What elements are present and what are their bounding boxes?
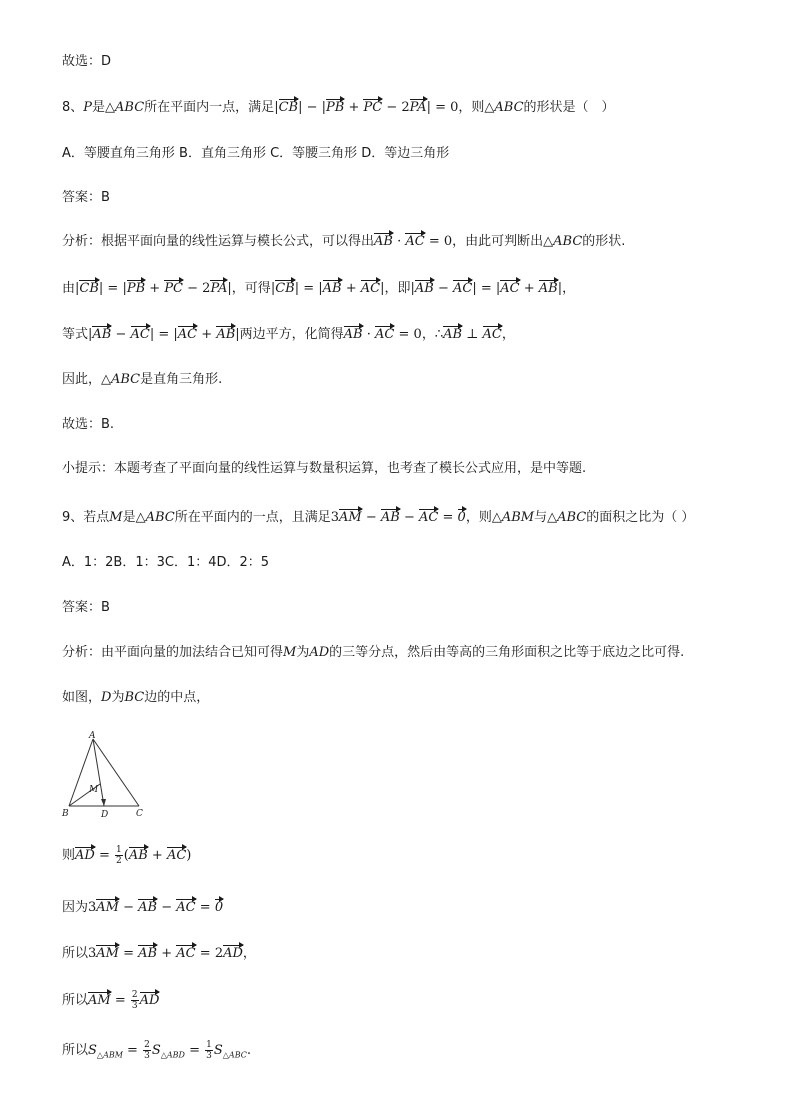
vec-ad: AD	[140, 991, 160, 1011]
var-abc: ABC	[553, 234, 583, 249]
text: 小提示：本题考查了平面向量的线性运算与数量积运算，也考查了模长公式应用，是中等题.	[62, 461, 587, 476]
text: A．等腰直角三角形 B．直角三角形 C．等腰三角形 D．等边三角形	[62, 146, 450, 161]
text: 与△	[534, 510, 558, 525]
sub-abd: △ABD	[160, 1050, 185, 1060]
coef: 2	[214, 946, 224, 961]
text: 两边平方，化简得	[239, 327, 344, 342]
formula-given: 因为3AM − AB − AC = 0	[62, 898, 223, 918]
vec-ac: AC	[375, 325, 394, 345]
conclusion-8	[62, 370, 222, 390]
text: ，	[562, 281, 576, 296]
text: ，由此可判断出△	[452, 234, 554, 249]
text: 边的中点，	[144, 690, 210, 705]
vec-ab: AB	[344, 325, 363, 345]
math-eq: = 0	[428, 234, 453, 249]
text: 如图，	[62, 690, 102, 705]
vec-zero: 0	[458, 508, 466, 528]
var-m: M	[109, 510, 123, 525]
var-bc: BC	[124, 690, 145, 705]
text: 所以	[62, 946, 89, 961]
analysis-9	[62, 643, 684, 663]
vec-cb: CB	[79, 279, 99, 299]
sub-abc: △ABC	[222, 1050, 247, 1060]
formula-area: 所以$S_{\triangle ABM}$ = $\frac{2}{3}$ $S_{\triangle ABD}$ = $\frac{1}{3}$ $S_{\triangle ABC}$.	[62, 1040, 251, 1061]
text: 所在平面内的一点，且满足	[174, 510, 331, 525]
vec-ac: AC	[419, 508, 438, 528]
formula-ad: 则AD = $\frac{1}{2}$ (AB + AC)	[62, 845, 192, 866]
label-c: C	[136, 809, 143, 819]
vec-ab: AB	[323, 279, 342, 299]
vec-ad: AD	[75, 846, 95, 866]
text: 是△	[92, 100, 116, 115]
text: 则	[62, 848, 76, 863]
text: 答案：B	[62, 600, 110, 615]
formula-sum: 所以3AM = AB + AC = 2AD，	[62, 944, 256, 964]
label-d: D	[101, 810, 109, 820]
vec-am: AM	[88, 991, 111, 1011]
vec-ab: AB	[415, 279, 434, 299]
var-abc: ABC	[557, 510, 587, 525]
sub-abm: △ABM	[96, 1050, 123, 1060]
text: ，则△	[465, 510, 502, 525]
segment-ad	[93, 739, 104, 806]
text: ，可得	[231, 281, 271, 296]
label-a: A	[89, 731, 96, 741]
math-eq: = 0	[398, 327, 422, 342]
vec-ac: AC	[131, 325, 150, 345]
label-m: M	[89, 785, 99, 795]
q-number: 9、若点	[62, 510, 110, 525]
text: 是直角三角形.	[140, 372, 223, 387]
vec-pb: PB	[326, 98, 344, 118]
analysis-8: 分析：根据平面向量的线性运算与模长公式，可以得出AB · AC = 0，由此可判断出△ABC的形状.	[62, 232, 625, 252]
coef: 3	[88, 900, 97, 915]
vec-cb: CB	[279, 98, 299, 118]
text: 分析：由平面向量的加法结合已知可得	[62, 645, 284, 660]
triangle-figure	[60, 730, 160, 820]
var-abc: ABC	[145, 510, 175, 525]
text: 由	[62, 281, 76, 296]
vec-pa: PA	[410, 98, 427, 118]
vec-pa: PA	[210, 279, 227, 299]
var-abc: ABC	[494, 100, 524, 115]
text: 所以	[62, 1043, 89, 1058]
var-d: D	[101, 690, 112, 705]
vec-am: AM	[339, 508, 362, 528]
fraction-half: $\frac{1}{2}$	[116, 845, 122, 866]
label-b: B	[62, 809, 69, 819]
text: 答案：B	[62, 190, 110, 205]
fraction-one-third: $\frac{1}{3}$	[206, 1040, 212, 1061]
vec-am: AM	[96, 898, 119, 918]
choice-8	[62, 415, 114, 435]
vec-ac: AC	[361, 279, 380, 299]
var-abm: ABM	[501, 510, 535, 525]
vec-ab: AB	[381, 508, 400, 528]
q-number: 8、	[62, 100, 84, 115]
vec-pc: PC	[164, 279, 183, 299]
vec-ac: AC	[453, 279, 472, 299]
vec-am: AM	[96, 944, 119, 964]
text: 故选：B.	[62, 417, 115, 432]
vec-ab: AB	[443, 325, 462, 345]
vec-ac: AC	[167, 846, 186, 866]
vec-ac: AC	[500, 279, 519, 299]
answer-line-prev	[62, 52, 111, 72]
fraction-two-thirds: $\frac{2}{3}$	[131, 990, 138, 1011]
edge-ac	[93, 739, 139, 806]
text: 的形状.	[582, 234, 626, 249]
vec-ad: AD	[223, 944, 243, 964]
text: 等式	[62, 327, 89, 342]
var-m: M	[283, 645, 297, 660]
text: 的形状是（ ）	[523, 100, 615, 115]
text: 为	[296, 645, 310, 660]
text: 的面积之比为（ ）	[586, 510, 695, 525]
vec-ab: AB	[129, 846, 148, 866]
vec-zero: 0	[215, 898, 223, 918]
text: 分析：根据平面向量的线性运算与模长公式，可以得出	[62, 234, 375, 249]
edge-ab	[69, 739, 93, 806]
vec-ac: AC	[178, 325, 197, 345]
text: ，则△	[458, 100, 495, 115]
var-abc: ABC	[115, 100, 145, 115]
text: 的三等分点，然后由等高的三角形面积之比等于底边之比可得.	[329, 645, 685, 660]
derivation-2: 等式|AB − AC| = |AC + AB|两边平方，化简得AB · AC = 0，∴AB ⊥ AC，	[62, 325, 515, 345]
tip-8	[62, 459, 586, 479]
vec-ac: AC	[176, 944, 195, 964]
var-abc: ABC	[111, 372, 141, 387]
text: ，	[501, 327, 515, 342]
question-8: 8、P是△ABC所在平面内一点，满足|CB| − |PB + PC − 2PA| = 0，则△ABC的形状是（ ）	[62, 98, 615, 118]
question-9: 9、若点M是△ABC所在平面内的一点，且满足3AM − AB − AC = 0，则△ABM与△ABC的面积之比为（ ）	[62, 508, 694, 528]
var-ad: AD	[309, 645, 330, 660]
text: 故选：D	[62, 54, 112, 69]
vec-ac: AC	[405, 232, 424, 252]
text: 因为	[62, 900, 89, 915]
vec-ab: AB	[92, 325, 111, 345]
vec-ab: AB	[539, 279, 558, 299]
vec-ab: AB	[374, 232, 393, 252]
var-p: P	[83, 100, 93, 115]
answer-8	[62, 188, 110, 208]
coef: 3	[88, 946, 97, 961]
vec-ab: AB	[216, 325, 235, 345]
text: A．1：2B．1：3C．1：4D．2：5	[62, 555, 270, 570]
vec-ab: AB	[138, 898, 157, 918]
figure-caption	[62, 688, 209, 708]
options-8	[62, 144, 449, 164]
vec-pc: PC	[363, 98, 382, 118]
text: 是△	[122, 510, 146, 525]
options-9	[62, 553, 269, 573]
answer-9	[62, 598, 110, 618]
var-s: S	[88, 1043, 97, 1058]
var-s: S	[151, 1043, 161, 1058]
derivation-1: 由|CB| = |PB + PC − 2PA|，可得|CB| = |AB + AC|，即|AB − AC| = |AC + AB|，	[62, 279, 575, 299]
vec-ac: AC	[483, 325, 502, 345]
text: ，即	[384, 281, 411, 296]
vec-ab: AB	[138, 944, 157, 964]
math-eq: = 0	[435, 100, 459, 115]
text: ，∴	[421, 327, 444, 342]
text: 为	[111, 690, 125, 705]
vec-cb: CB	[275, 279, 295, 299]
vec-pb: PB	[127, 279, 145, 299]
text: 因此，△	[62, 372, 111, 387]
coef: 3	[330, 510, 340, 525]
text: 所以	[62, 993, 89, 1008]
vec-ac: AC	[176, 898, 195, 918]
var-s: S	[213, 1043, 223, 1058]
text: 所在平面内一点，满足	[144, 100, 275, 115]
fraction-two-thirds: $\frac{2}{3}$	[144, 1040, 150, 1061]
formula-am: 所以AM = $\frac{2}{3}$ AD	[62, 990, 160, 1011]
